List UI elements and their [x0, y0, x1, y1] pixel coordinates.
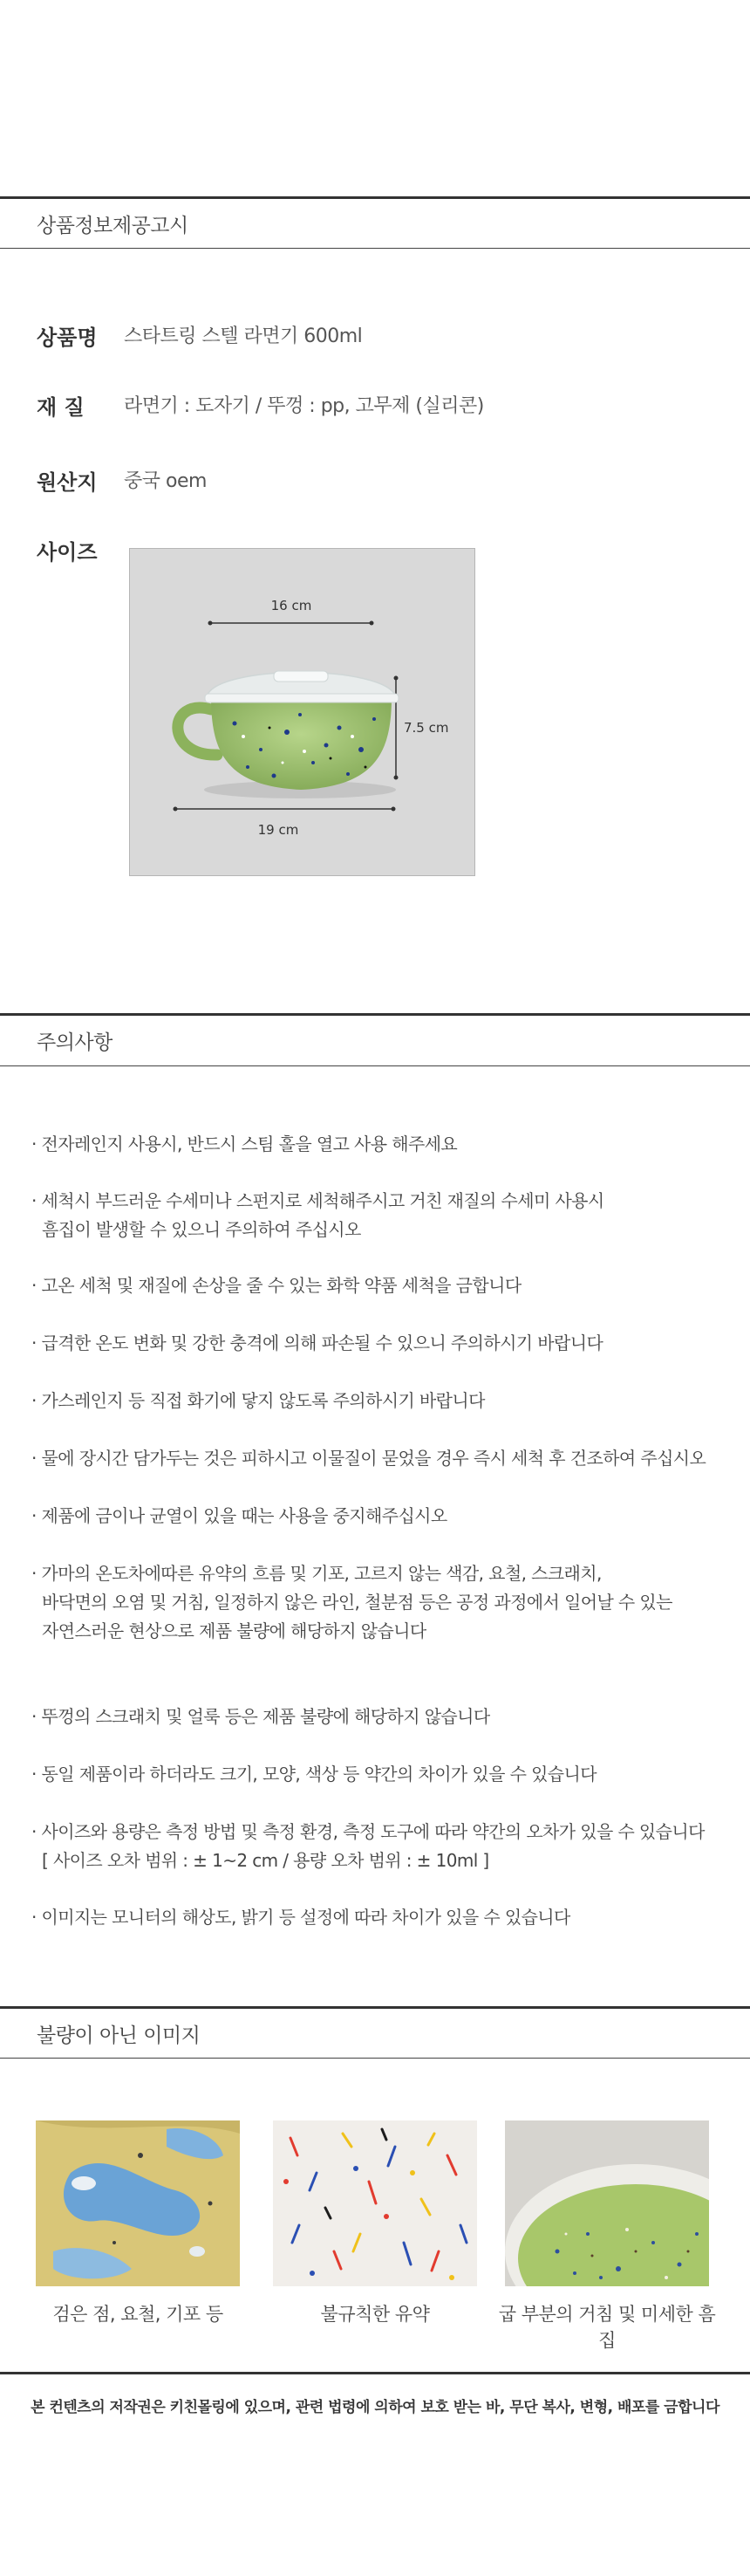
caution-line: · 제품에 금이나 균열이 있을 때는 사용을 중지해주십시오 [31, 1505, 447, 1526]
caution-line: · 고온 세척 및 재질에 손상을 줄 수 있는 화학 약품 세척을 금합니다 [31, 1275, 522, 1296]
caution-item [31, 1559, 672, 1646]
caution-line: · 가스레인지 등 직접 화기에 닿지 않도록 주의하시기 바랍니다 [31, 1390, 485, 1411]
spec-label-origin: 원산지 [37, 470, 98, 495]
defect-example-image-glaze [273, 2120, 477, 2286]
caution-item [31, 1271, 522, 1300]
caution-item [31, 1903, 570, 1932]
section-divider [0, 1065, 750, 1066]
bowl-illustration [130, 549, 474, 875]
caution-item [31, 1502, 447, 1531]
caution-line: [ 사이즈 오차 범위 : ± 1~2 cm / 용량 오차 범위 : ± 10ml ] [42, 1850, 489, 1871]
caution-item [31, 1818, 705, 1875]
spec-value-material: 라면기 : 도자기 / 뚜껑 : pp, 고무제 (실리콘) [124, 395, 484, 417]
caution-item [31, 1702, 490, 1731]
spec-label-material: 재 질 [37, 395, 85, 420]
defect-example-caption: 불규칙한 유약 [320, 2304, 430, 2325]
spec-value-origin: 중국 oem [124, 470, 207, 492]
section-divider [0, 2058, 750, 2059]
caution-item [31, 1760, 597, 1789]
spec-value-name: 스타트링 스텔 라면기 600ml [124, 325, 363, 347]
section-divider [0, 196, 750, 199]
caution-line: · 가마의 온도차에따른 유약의 흐름 및 기포, 고르지 않는 색감, 요철, 스크래치, [31, 1563, 602, 1584]
caution-line: · 뚜껑의 스크래치 및 얼룩 등은 제품 불량에 해당하지 않습니다 [31, 1706, 490, 1727]
caution-line: · 이미지는 모니터의 해상도, 밝기 등 설정에 따라 차이가 있을 수 있습니다 [31, 1907, 570, 1928]
caution-line: · 전자레인지 사용시, 반드시 스팀 홀을 열고 사용 해주세요 [31, 1134, 458, 1154]
defect-example-caption: 검은 점, 요철, 기포 등 [52, 2304, 223, 2325]
caution-line: 바닥면의 오염 및 거침, 일정하지 않은 라인, 철분점 등은 공정 과정에서 일어날 수 있는 [42, 1592, 672, 1613]
spec-label-name: 상품명 [37, 325, 98, 350]
section-divider [0, 1013, 750, 1016]
caution-line: 자연스러운 현상으로 제품 불량에 해당하지 않습니다 [42, 1620, 426, 1641]
section-divider [0, 248, 750, 249]
spec-label-size: 사이즈 [37, 540, 98, 565]
caution-line: · 물에 장시간 담가두는 것은 피하시고 이물질이 묻었을 경우 즉시 세척 후 건조하여 주십시오 [31, 1448, 706, 1469]
caution-item [31, 1444, 706, 1473]
defect-example-image-spots [36, 2120, 240, 2286]
dim-height-label: 7.5 cm [404, 720, 449, 736]
dim-bottom-label: 19 cm [257, 822, 299, 838]
cautions-title: 주의사항 [37, 1031, 112, 1054]
caution-line: · 동일 제품이라 하더라도 크기, 모양, 색상 등 약간의 차이가 있을 수 있습니다 [31, 1764, 597, 1785]
caution-item [31, 1130, 457, 1159]
caution-line: · 세척시 부드러운 수세미나 스펀지로 세척해주시고 거친 재질의 수세미 사용시 [31, 1190, 604, 1211]
size-diagram-image [129, 548, 475, 876]
non-defect-title: 불량이 아닌 이미지 [37, 2024, 201, 2047]
section-divider [0, 2006, 750, 2009]
dim-top-label: 16 cm [270, 598, 312, 613]
caution-line: 흠집이 발생할 수 있으니 주의하여 주십시오 [42, 1219, 361, 1240]
copyright-notice: 본 컨텐츠의 저작권은 키친몰링에 있으며, 관련 법령에 의하여 보호 받는 바, 무단 복사, 변형, 배포를 금합니다 [31, 2399, 719, 2416]
caution-item [31, 1187, 604, 1244]
product-info-title: 상품정보제공고시 [37, 215, 188, 237]
caution-line: · 급격한 온도 변화 및 강한 충격에 의해 파손될 수 있으니 주의하시기 바랍니다 [31, 1333, 603, 1353]
defect-example-image-base [505, 2120, 709, 2286]
caution-line: · 사이즈와 용량은 측정 방법 및 측정 환경, 측정 도구에 따라 약간의 오차가 있을 수 있습니다 [31, 1821, 705, 1842]
caution-item [31, 1329, 603, 1358]
section-divider [0, 2372, 750, 2374]
caution-item [31, 1387, 485, 1415]
defect-example-caption: 굽 부분의 거침 및 미세한 흠집 [498, 2304, 716, 2351]
